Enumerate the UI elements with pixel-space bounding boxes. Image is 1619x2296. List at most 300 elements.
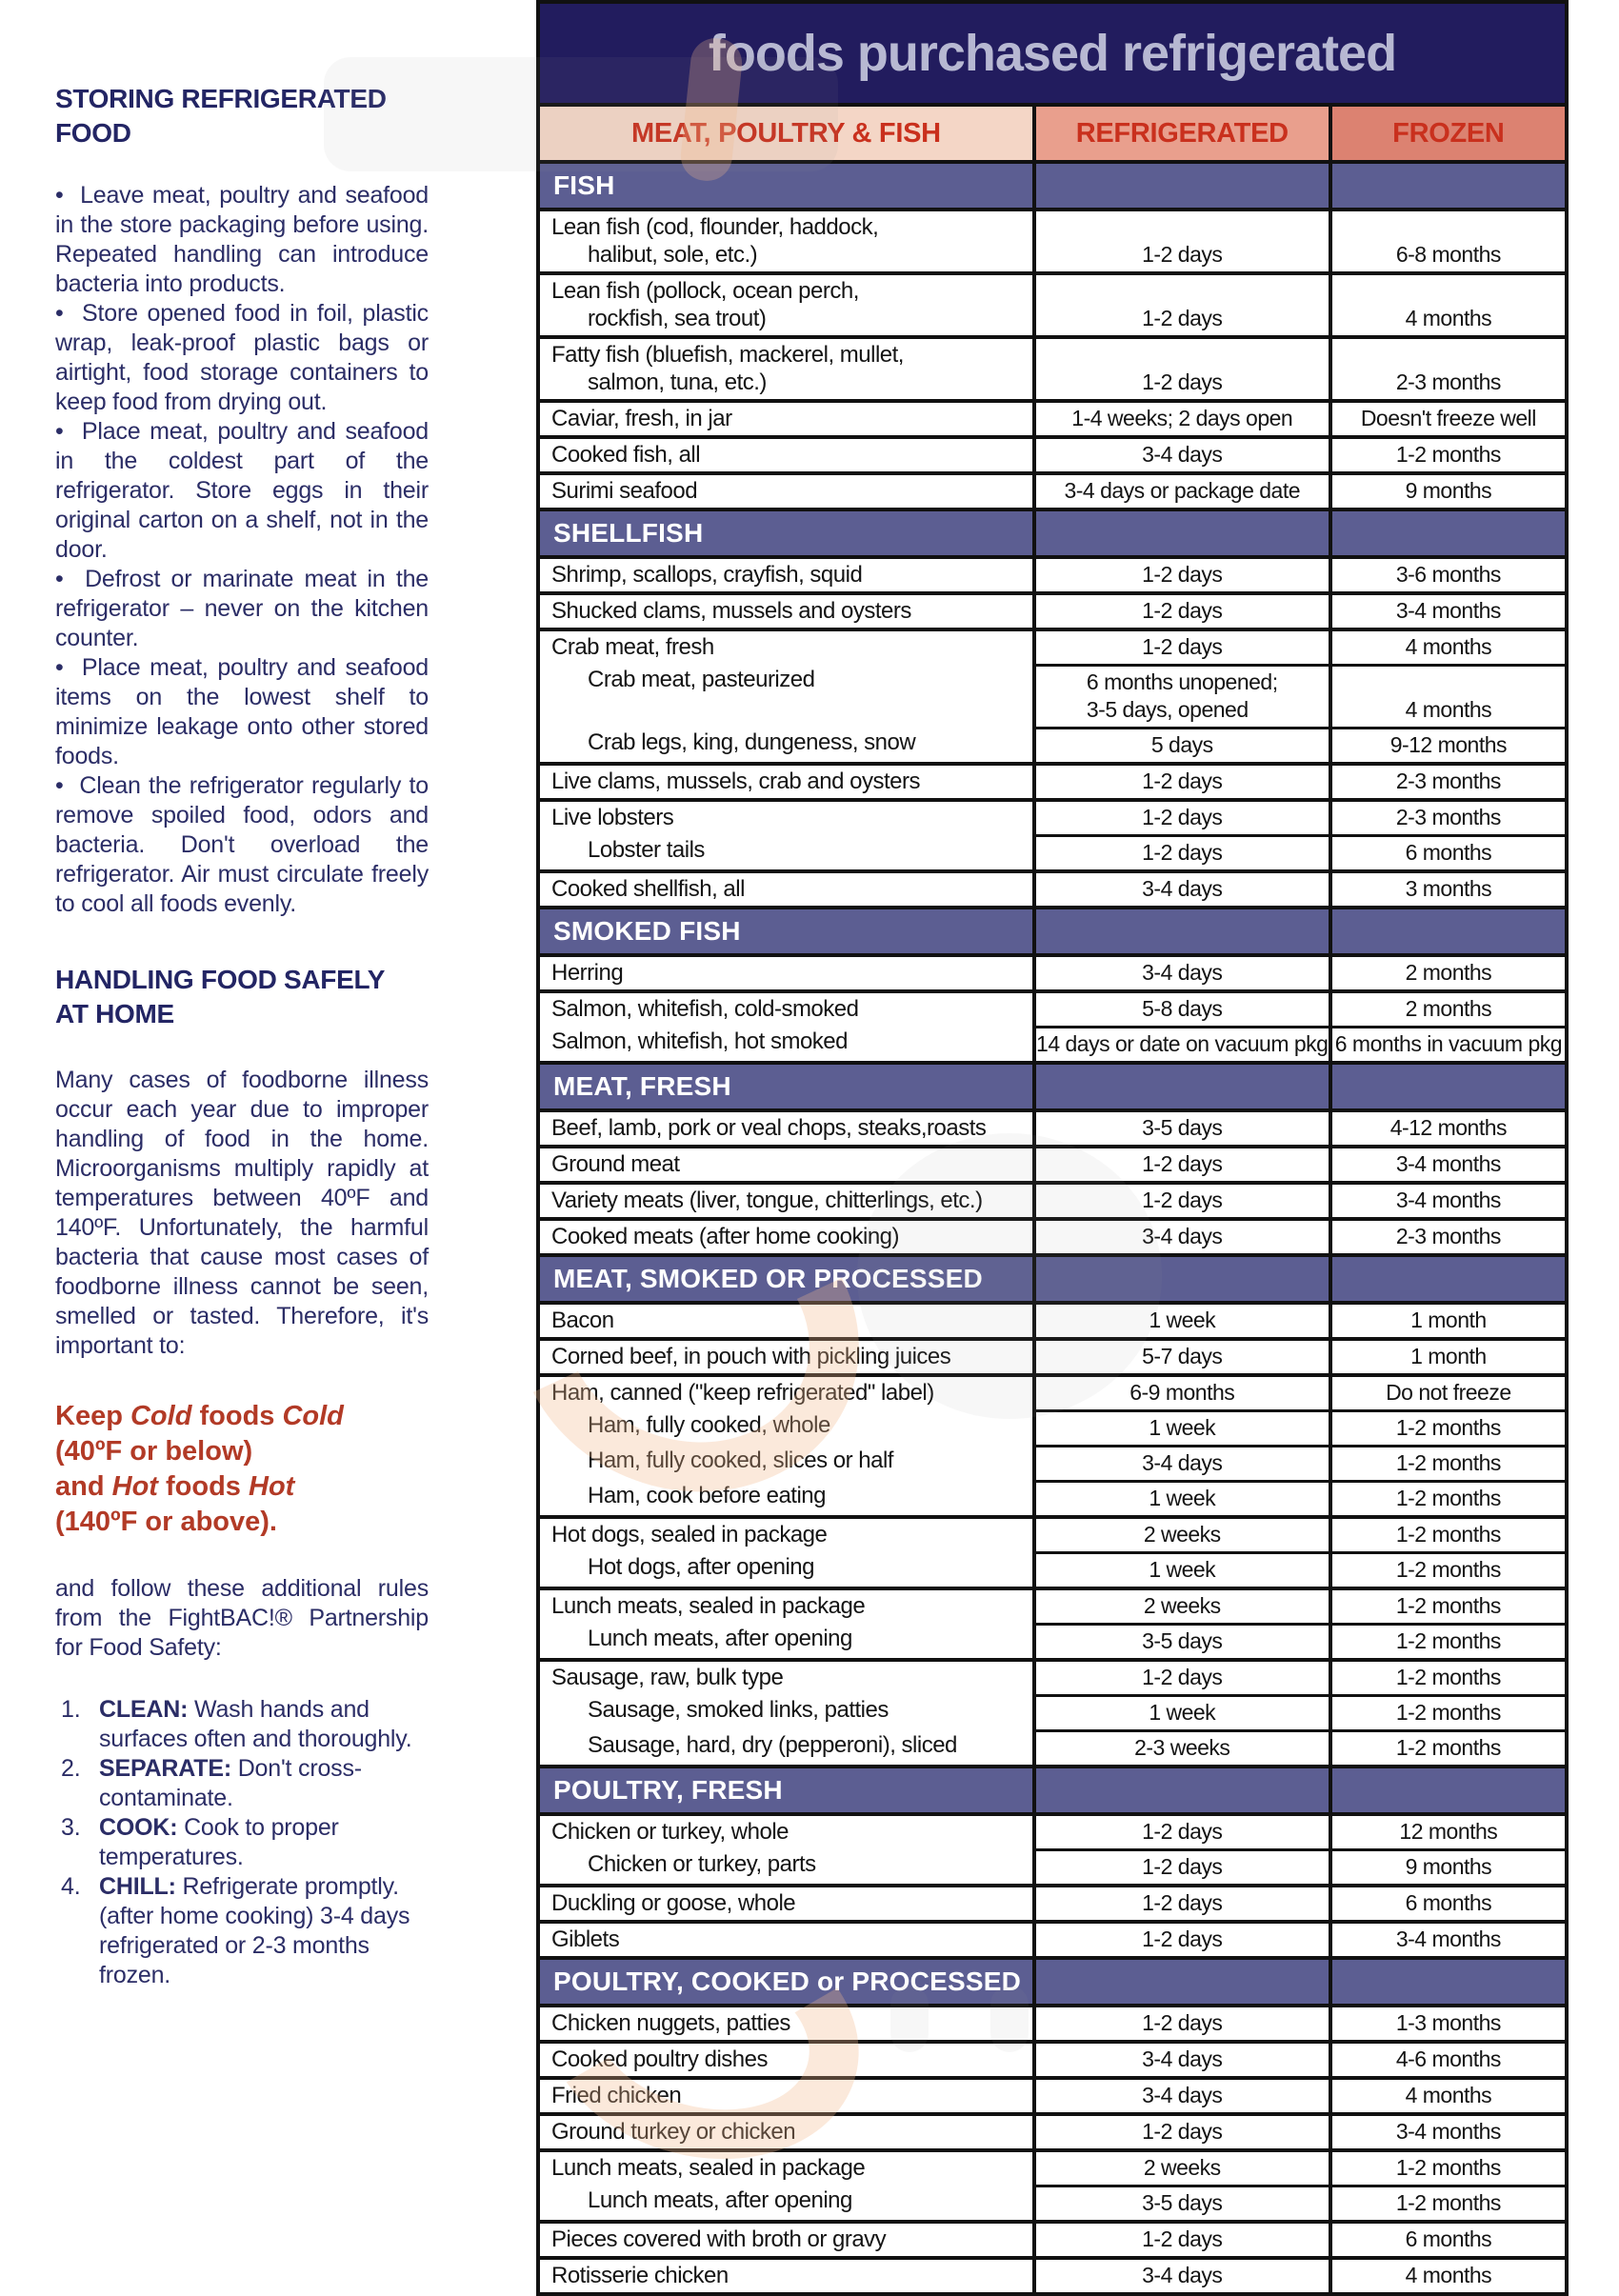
row-name-cell: [540, 211, 1036, 271]
handling-paragraph: Many cases of foodborne illness occur each year due to improper handling of food in the home. Microorganisms multiply rapidly at temperatures between 40ºF and 140ºF. Unfortunately, the harmful bacteria that cause most cases of foodborne illness cannot be seen, smelled or tasted. Therefore, it's important to:: [55, 1067, 429, 1359]
row-frozen-cell: [1332, 1519, 1565, 1551]
row-frozen-cell: [1332, 1887, 1565, 1920]
row-name-cell: [540, 1112, 1036, 1145]
section-spacer-cell: [1036, 909, 1332, 957]
frozen-value: 3-4 months: [1395, 1188, 1501, 1212]
row-refrigerated-cell: [1036, 339, 1332, 399]
table-group: [540, 1112, 1565, 1148]
row-frozen-cell: [1332, 957, 1565, 989]
temperature-rule-line: (40ºF or below): [55, 1436, 253, 1467]
row-refrigerated-cell: [1036, 766, 1332, 798]
refrigerated-value: 14 days or date on vacuum pkg: [1036, 1031, 1329, 1056]
row-name-cell: [540, 1409, 1036, 1445]
frozen-value: 2 months: [1405, 960, 1492, 985]
row-frozen-cell: [1332, 1816, 1565, 1848]
row-refrigerated-cell: [1036, 1026, 1332, 1061]
refrigerated-value: 1-2 days: [1142, 2010, 1223, 2035]
row-name-line: Bacon: [551, 1308, 614, 1333]
refrigerated-value: 3-5 days: [1142, 1628, 1223, 1653]
frozen-value: 1 month: [1410, 1308, 1487, 1332]
frozen-value: Doesn't freeze well: [1360, 406, 1536, 430]
row-refrigerated-cell: [1036, 2007, 1332, 2040]
table-group: [540, 1221, 1565, 1257]
row-name-line: halibut, sole, etc.): [588, 242, 758, 268]
frozen-value: 1-3 months: [1395, 2010, 1501, 2035]
fightbac-rule: 4. CHILL: Refrigerate promptly. (after home cooking) 3-4 days refrigerated or 2-3 months frozen.: [61, 1873, 410, 1988]
table-group: [540, 873, 1565, 909]
row-refrigerated-cell: [1036, 2044, 1332, 2076]
row-refrigerated-cell: [1036, 439, 1332, 471]
row-name-line: Shucked clams, mussels and oysters: [551, 598, 911, 624]
row-refrigerated-cell: [1036, 1148, 1332, 1181]
row-refrigerated-cell: [1036, 2152, 1332, 2185]
column-header-0: MEAT, POULTRY & FISH: [540, 107, 1036, 164]
temperature-rule-line: (140ºF or above).: [55, 1507, 277, 1537]
row-frozen-cell: [1332, 1924, 1565, 1956]
section-spacer-cell: [1332, 1768, 1565, 1816]
refrigerated-value: 1 week: [1149, 1308, 1216, 1332]
frozen-value: 1-2 months: [1395, 1557, 1501, 1582]
row-name-line: Ground turkey or chicken: [551, 2119, 796, 2145]
table-group: [540, 1924, 1565, 1960]
row-name-line: Lean fish (pollock, ocean perch,: [551, 278, 859, 304]
refrigerated-value: 1-2 days: [1142, 1890, 1223, 1915]
row-name-cell: [540, 1694, 1036, 1729]
row-frozen-cell: [1332, 1848, 1565, 1884]
row-refrigerated-cell: [1036, 1590, 1332, 1623]
frozen-value: 9-12 months: [1389, 732, 1508, 757]
row-name-cell: [540, 993, 1036, 1026]
row-name-cell: [540, 1148, 1036, 1181]
row-name-line: Salmon, whitefish, cold-smoked: [551, 996, 859, 1022]
section-title: SHELLFISH: [553, 518, 704, 548]
row-name-cell: [540, 2152, 1036, 2185]
row-refrigerated-cell: [1036, 1221, 1332, 1253]
rule-number: 4.: [61, 1873, 81, 1900]
row-frozen-cell: [1332, 2260, 1565, 2292]
row-refrigerated-cell: [1036, 834, 1332, 869]
section-spacer-cell: [1036, 1257, 1332, 1305]
row-frozen-cell: [1332, 1662, 1565, 1694]
row-refrigerated-cell: [1036, 275, 1332, 335]
temperature-rule-line: Keep Cold foods Cold: [55, 1401, 344, 1431]
row-refrigerated-cell: [1036, 727, 1332, 762]
section-title: POULTRY, FRESH: [553, 1775, 783, 1805]
row-refrigerated-cell: [1036, 1816, 1332, 1848]
row-name-cell: [540, 1816, 1036, 1848]
row-refrigerated-cell: [1036, 1924, 1332, 1956]
row-name-cell: [540, 2007, 1036, 2040]
row-name-cell: [540, 1662, 1036, 1694]
row-name-line: Sausage, smoked links, patties: [588, 1697, 889, 1723]
storage-bullets: [55, 181, 429, 919]
refrigerated-value: 3-5 days: [1142, 1115, 1223, 1140]
row-frozen-cell: [1332, 211, 1565, 271]
row-frozen-cell: [1332, 1590, 1565, 1623]
row-name-line: Live lobsters: [551, 805, 674, 830]
row-refrigerated-cell: [1036, 1480, 1332, 1515]
row-frozen-cell: [1332, 2152, 1565, 2185]
handling-heading-line1: HANDLING FOOD SAFELY: [55, 965, 386, 994]
refrigerated-value: 3-4 days: [1142, 1450, 1223, 1475]
frozen-value: 1-2 months: [1395, 2190, 1501, 2215]
section-title: MEAT, SMOKED OR PROCESSED: [553, 1264, 983, 1293]
row-refrigerated-cell: [1036, 1341, 1332, 1373]
frozen-value: 9 months: [1405, 478, 1492, 503]
section-title-cell: [540, 511, 1036, 559]
section-title-cell: [540, 1065, 1036, 1112]
row-name-cell: [540, 595, 1036, 628]
storage-bullet: • Place meat, poultry and seafood in the coldest part of the refrigerator. Store eggs in their original carton on a shelf, not in the door.: [55, 417, 429, 565]
section-title: MEAT, FRESH: [553, 1071, 731, 1101]
table-group: [540, 1519, 1565, 1590]
row-refrigerated-cell: [1036, 1519, 1332, 1551]
frozen-value: 4 months: [1405, 634, 1492, 659]
column-header-1: REFRIGERATED: [1036, 107, 1332, 164]
row-name-line: Surimi seafood: [551, 478, 698, 504]
refrigerated-value: 1-2 days: [1142, 2119, 1223, 2144]
refrigerated-value: 1-2 days: [1142, 1854, 1223, 1879]
table-group: [540, 403, 1565, 439]
frozen-value: 2-3 months: [1395, 769, 1501, 793]
refrigerated-value: 3-4 days: [1142, 960, 1223, 985]
refrigerated-value: 1 week: [1149, 1415, 1216, 1440]
table-title-bar: [540, 4, 1565, 107]
table-group: [540, 2044, 1565, 2080]
row-name-line: Giblets: [551, 1927, 620, 1952]
row-name-line: Cooked shellfish, all: [551, 876, 745, 902]
row-frozen-cell: [1332, 873, 1565, 906]
refrigerated-value: 2 weeks: [1143, 1522, 1221, 1547]
row-name-line: Ham, fully cooked, slices or half: [588, 1447, 893, 1473]
table-group: [540, 2080, 1565, 2116]
row-name-line: Live clams, mussels, crab and oysters: [551, 769, 920, 794]
frozen-value: 1 month: [1410, 1344, 1487, 1368]
row-name-line: Chicken or turkey, whole: [551, 1819, 789, 1845]
table-group: [540, 339, 1565, 403]
row-name-cell: [540, 1729, 1036, 1765]
row-name-cell: [540, 1623, 1036, 1658]
row-frozen-cell: [1332, 1694, 1565, 1729]
row-refrigerated-cell: [1036, 1112, 1332, 1145]
row-frozen-cell: [1332, 1341, 1565, 1373]
frozen-value: 1-2 months: [1395, 1593, 1501, 1618]
storage-bullet: • Place meat, poultry and seafood items on the lowest shelf to minimize leakage onto other stored foods.: [55, 653, 429, 771]
row-refrigerated-cell: [1036, 1305, 1332, 1337]
row-frozen-cell: [1332, 2080, 1565, 2112]
frozen-value: 4 months: [1405, 306, 1492, 330]
section-header-row: [540, 1065, 1565, 1112]
row-refrigerated-cell: [1036, 1445, 1332, 1480]
row-frozen-cell: [1332, 1480, 1565, 1515]
section-title-cell: [540, 1768, 1036, 1816]
refrigerated-value: 3-4 days: [1142, 442, 1223, 467]
refrigerated-value: 2 weeks: [1143, 2155, 1221, 2180]
row-name-cell: [540, 1305, 1036, 1337]
frozen-value: 6 months: [1405, 2226, 1492, 2251]
refrigerated-value: 1-2 days: [1142, 1665, 1223, 1689]
row-frozen-cell: [1332, 595, 1565, 628]
rule-lead: COOK:: [99, 1814, 178, 1841]
row-name-cell: [540, 403, 1036, 435]
refrigerated-value: 2-3 weeks: [1134, 1735, 1230, 1760]
frozen-value: 4 months: [1405, 697, 1492, 722]
row-frozen-cell: [1332, 631, 1565, 664]
row-frozen-cell: [1332, 1026, 1565, 1061]
frozen-value: Do not freeze: [1386, 1380, 1511, 1405]
rule-number: 1.: [61, 1696, 81, 1723]
fightbac-rule: 2. SEPARATE: Don't cross-contaminate.: [61, 1755, 362, 1811]
table-group: [540, 1148, 1565, 1185]
section-spacer-cell: [1036, 1768, 1332, 1816]
row-name-line: salmon, tuna, etc.): [588, 369, 767, 395]
refrigerated-value: 5-7 days: [1142, 1344, 1223, 1368]
row-name-line: Lunch meats, sealed in package: [551, 2155, 866, 2181]
row-name-line: Crab meat, pasteurized: [588, 667, 815, 692]
table-body: [540, 164, 1565, 2292]
refrigerated-foods-table: [536, 0, 1569, 2296]
row-frozen-cell: [1332, 727, 1565, 762]
section-title: SMOKED FISH: [553, 916, 741, 946]
refrigerated-value: 3-4 days: [1142, 2083, 1223, 2107]
row-refrigerated-cell: [1036, 1848, 1332, 1884]
section-title: POULTRY, COOKED or PROCESSED: [553, 1967, 1021, 1996]
frozen-value: 3-4 months: [1395, 598, 1501, 623]
row-frozen-cell: [1332, 834, 1565, 869]
sidebar: [55, 82, 429, 1990]
row-frozen-cell: [1332, 1623, 1565, 1658]
table-group: [540, 211, 1565, 275]
row-refrigerated-cell: [1036, 211, 1332, 271]
frozen-value: 3-6 months: [1395, 562, 1501, 587]
value-lines: [1087, 669, 1278, 724]
table-group: [540, 1341, 1565, 1377]
storage-bullet: • Clean the refrigerator regularly to remove spoiled food, odors and bacteria. Don't overload the refrigerator. Air must circulate freely to cool all foods evenly.: [55, 771, 429, 919]
row-name-line: Cooked fish, all: [551, 442, 701, 468]
frozen-value: 9 months: [1405, 1854, 1492, 1879]
frozen-value: 6 months: [1405, 840, 1492, 865]
row-frozen-cell: [1332, 275, 1565, 335]
refrigerated-value: 3-5 days: [1142, 2190, 1223, 2215]
row-refrigerated-cell: [1036, 2080, 1332, 2112]
row-name-line: Crab legs, king, dungeness, snow: [588, 729, 916, 755]
row-name-cell: [540, 2185, 1036, 2220]
refrigerated-value: 1-2 days: [1142, 1819, 1223, 1844]
row-name-cell: [540, 1445, 1036, 1480]
section-header-row: [540, 164, 1565, 211]
row-refrigerated-cell: [1036, 475, 1332, 508]
row-refrigerated-cell: [1036, 1185, 1332, 1217]
row-name-cell: [540, 834, 1036, 869]
row-name-line: Ham, fully cooked, whole: [588, 1412, 830, 1438]
row-name-line: Hot dogs, sealed in package: [551, 1522, 828, 1547]
row-refrigerated-cell: [1036, 559, 1332, 591]
rule-lead: CLEAN:: [99, 1696, 189, 1723]
table-group: [540, 1887, 1565, 1924]
frozen-value: 1-2 months: [1395, 1522, 1501, 1547]
row-name-cell: [540, 873, 1036, 906]
refrigerated-value: 5-8 days: [1142, 996, 1223, 1021]
row-refrigerated-cell: [1036, 873, 1332, 906]
frozen-value: 4-12 months: [1389, 1115, 1508, 1140]
section-title-cell: [540, 909, 1036, 957]
row-name-line: Ham, canned ("keep refrigerated" label): [551, 1380, 934, 1406]
refrigerated-value: 1 week: [1149, 1486, 1216, 1510]
row-name-cell: [540, 727, 1036, 762]
section-header-row: [540, 1768, 1565, 1816]
row-name-cell: [540, 957, 1036, 989]
column-header-2: FROZEN: [1332, 107, 1565, 164]
row-name-line: Ground meat: [551, 1151, 680, 1177]
row-name-cell: [540, 2116, 1036, 2148]
table-group: [540, 595, 1565, 631]
row-name-cell: [540, 439, 1036, 471]
section-spacer-cell: [1036, 1960, 1332, 2007]
row-frozen-cell: [1332, 2007, 1565, 2040]
refrigerated-value: 1-2 days: [1142, 805, 1223, 829]
row-name-cell: [540, 275, 1036, 335]
row-name-cell: [540, 766, 1036, 798]
section-title-cell: [540, 1257, 1036, 1305]
row-name-cell: [540, 1341, 1036, 1373]
frozen-value: 2-3 months: [1395, 1224, 1501, 1248]
row-name-cell: [540, 1590, 1036, 1623]
refrigerated-value: 1-2 days: [1142, 1927, 1223, 1951]
row-frozen-cell: [1332, 766, 1565, 798]
frozen-value: 6 months: [1405, 1890, 1492, 1915]
storage-bullet: • Leave meat, poultry and seafood in the store packaging before using. Repeated handling can introduce bacteria into products.: [55, 181, 429, 299]
row-name-cell: [540, 2044, 1036, 2076]
frozen-value: 1-2 months: [1395, 1700, 1501, 1725]
row-refrigerated-cell: [1036, 631, 1332, 664]
row-name-line: Corned beef, in pouch with pickling juices: [551, 1344, 951, 1369]
refrigerated-value: 1-2 days: [1142, 769, 1223, 793]
row-name-cell: [540, 475, 1036, 508]
refrigerated-value: 6-9 months: [1129, 1380, 1235, 1405]
frozen-value: 12 months: [1399, 1819, 1498, 1844]
row-name-line: Lean fish (cod, flounder, haddock,: [551, 214, 879, 240]
table-header-row: [540, 107, 1565, 164]
refrigerated-value: 1 week: [1149, 1700, 1216, 1725]
section-spacer-cell: [1036, 164, 1332, 211]
row-name-cell: [540, 631, 1036, 664]
row-name-line: Shrimp, scallops, crayfish, squid: [551, 562, 863, 588]
frozen-value: 2-3 months: [1395, 805, 1501, 829]
refrigerated-value: 1-2 days: [1142, 242, 1223, 267]
refrigerated-value: 1-2 days: [1142, 1151, 1223, 1176]
section-spacer-cell: [1332, 1065, 1565, 1112]
frozen-value: 3-4 months: [1395, 1927, 1501, 1951]
row-name-cell: [540, 1221, 1036, 1253]
table-group: [540, 2224, 1565, 2260]
row-name-line: Beef, lamb, pork or veal chops, steaks,roasts: [551, 1115, 987, 1141]
row-name-cell: [540, 1480, 1036, 1515]
row-frozen-cell: [1332, 2116, 1565, 2148]
section-spacer-cell: [1332, 909, 1565, 957]
frozen-value: 4-6 months: [1395, 2046, 1501, 2071]
frozen-value: 1-2 months: [1395, 1735, 1501, 1760]
refrigerated-value: 3-4 days: [1142, 2046, 1223, 2071]
frozen-value: 4 months: [1405, 2083, 1492, 2107]
refrigerated-value: 1-2 days: [1142, 306, 1223, 330]
row-refrigerated-cell: [1036, 2224, 1332, 2256]
table-group: [540, 559, 1565, 595]
row-frozen-cell: [1332, 1185, 1565, 1217]
fightbac-rule: 1. CLEAN: Wash hands and surfaces often and thoroughly.: [61, 1696, 412, 1752]
row-refrigerated-cell: [1036, 1729, 1332, 1765]
table-group: [540, 957, 1565, 993]
frozen-value: 1-2 months: [1395, 1415, 1501, 1440]
table-group: [540, 1185, 1565, 1221]
section-title-cell: [540, 1960, 1036, 2007]
table-group: [540, 1816, 1565, 1887]
row-refrigerated-cell: [1036, 2116, 1332, 2148]
row-name-cell: [540, 2080, 1036, 2112]
row-frozen-cell: [1332, 475, 1565, 508]
row-frozen-cell: [1332, 1221, 1565, 1253]
row-refrigerated-cell: [1036, 993, 1332, 1026]
row-refrigerated-cell: [1036, 664, 1332, 727]
row-name-line: Lunch meats, after opening: [588, 1626, 852, 1651]
temperature-rule: [55, 1399, 429, 1540]
row-name-line: Herring: [551, 960, 624, 986]
row-refrigerated-cell: [1036, 403, 1332, 435]
row-refrigerated-cell: [1036, 1409, 1332, 1445]
refrigerated-value: 1-2 days: [1142, 1188, 1223, 1212]
refrigerated-value: 1-2 days: [1142, 598, 1223, 623]
table-title: foods purchased refrigerated: [708, 25, 1397, 82]
row-frozen-cell: [1332, 439, 1565, 471]
refrigerated-value: 1-2 days: [1142, 840, 1223, 865]
table-group: [540, 2152, 1565, 2224]
table-group: [540, 631, 1565, 766]
row-name-line: Chicken nuggets, patties: [551, 2010, 790, 2036]
row-name-cell: [540, 559, 1036, 591]
row-refrigerated-cell: [1036, 595, 1332, 628]
row-name-line: Duckling or goose, whole: [551, 1890, 796, 1916]
row-refrigerated-cell: [1036, 1551, 1332, 1587]
row-name-cell: [540, 1887, 1036, 1920]
row-frozen-cell: [1332, 1377, 1565, 1409]
value-line: 3-5 days, opened: [1086, 697, 1249, 722]
table-group: [540, 439, 1565, 475]
storage-bullet: • Store opened food in foil, plastic wrap, leak-proof plastic bags or airtight, food storage containers to keep food from drying out.: [55, 299, 429, 417]
row-refrigerated-cell: [1036, 802, 1332, 834]
frozen-value: 2 months: [1405, 996, 1492, 1021]
row-name-line: Rotisserie chicken: [551, 2263, 729, 2288]
rule-lead: SEPARATE:: [99, 1755, 231, 1782]
section-spacer-cell: [1332, 1257, 1565, 1305]
row-frozen-cell: [1332, 993, 1565, 1026]
storage-bullet: • Defrost or marinate meat in the refrigerator – never on the kitchen counter.: [55, 565, 429, 653]
table-group: [540, 993, 1565, 1065]
refrigerated-value: 3-4 days or package date: [1064, 478, 1301, 503]
section-spacer-cell: [1332, 511, 1565, 559]
table-group: [540, 1590, 1565, 1662]
row-frozen-cell: [1332, 664, 1565, 727]
row-name-line: rockfish, sea trout): [588, 306, 767, 331]
row-name-cell: [540, 1551, 1036, 1587]
section-header-row: [540, 1257, 1565, 1305]
row-name-cell: [540, 1848, 1036, 1884]
fightbac-rule: 3. COOK: Cook to proper temperatures.: [61, 1814, 339, 1870]
rule-lead: CHILL:: [99, 1873, 176, 1900]
table-group: [540, 802, 1565, 873]
row-name-cell: [540, 802, 1036, 834]
row-frozen-cell: [1332, 1729, 1565, 1765]
refrigerated-value: 3-4 days: [1142, 1224, 1223, 1248]
section-header-row: [540, 511, 1565, 559]
